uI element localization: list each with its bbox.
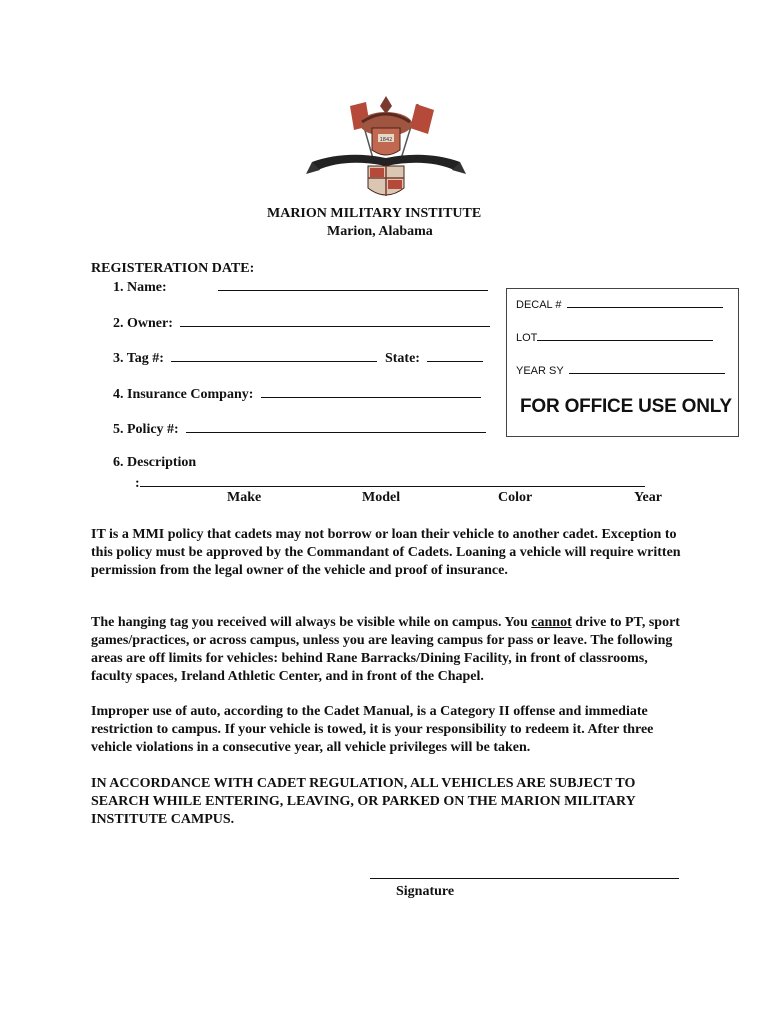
insurance-label: 4. Insurance Company: — [113, 387, 254, 402]
lot-field[interactable] — [516, 329, 713, 344]
institution-location: Marion, Alabama — [327, 224, 433, 239]
owner-field[interactable] — [113, 312, 490, 333]
policy-paragraph-2 — [91, 614, 691, 686]
column-make: Make — [227, 490, 262, 505]
description-label: 6. Description — [113, 455, 197, 470]
decal-field[interactable] — [516, 296, 723, 311]
institution-name: MARION MILITARY INSTITUTE — [267, 206, 482, 221]
policy-paragraph-3: Improper use of auto, according to the Cadet Manual, is a Category II offense and immediate restriction to campus. If your vehicle is towed, it is your responsibility to redeem it. After three vehicle violations in a consecutive year, all vehicle privileges will be taken. — [91, 704, 654, 755]
column-year: Year — [634, 490, 662, 505]
decal-input-line[interactable] — [567, 296, 723, 308]
name-label: 1. Name: — [113, 280, 167, 295]
name-field[interactable] — [113, 276, 488, 297]
lot-input-line[interactable] — [537, 329, 713, 341]
signature-line[interactable] — [370, 878, 679, 879]
lot-label: LOT — [516, 332, 538, 344]
column-color: Color — [498, 490, 533, 505]
seal-year: 1842 — [379, 137, 393, 143]
year-sy-field[interactable] — [516, 362, 725, 377]
tag-input-line[interactable] — [171, 347, 377, 362]
insurance-field[interactable] — [113, 383, 481, 404]
institute-crest-logo — [306, 92, 466, 204]
office-use-box — [506, 288, 739, 437]
policy-input-line[interactable] — [186, 418, 486, 433]
decal-label: DECAL # — [516, 299, 562, 311]
state-input-line[interactable] — [427, 347, 483, 362]
policy-field[interactable] — [113, 418, 486, 439]
insurance-input-line[interactable] — [261, 383, 481, 398]
signature-label: Signature — [396, 884, 455, 899]
office-use-title: FOR OFFICE USE ONLY — [520, 396, 732, 417]
state-label: State: — [384, 351, 420, 366]
tag-label: 3. Tag #: — [113, 351, 164, 366]
policy-label: 5. Policy #: — [113, 422, 179, 437]
description-input-line[interactable] — [140, 472, 645, 487]
column-model: Model — [362, 490, 401, 505]
policy-paragraph-2-start: The hanging tag you received will always be visible while on campus. You — [91, 615, 532, 630]
description-colon: : — [135, 476, 140, 491]
owner-label: 2. Owner: — [113, 316, 173, 331]
year-sy-label: YEAR SY — [516, 365, 564, 377]
search-notice: IN ACCORDANCE WITH CADET REGULATION, ALL VEHICLES ARE SUBJECT TO SEARCH WHILE ENTERING, LEAVING, OR PARKED ON THE MARION MILITARY INSTITUTE CAMPUS. — [91, 776, 636, 827]
year-sy-input-line[interactable] — [569, 362, 725, 374]
policy-paragraph-1: IT is a MMI policy that cadets may not borrow or loan their vehicle to another cadet. Exception to this policy must be approved by the Commandant of Cadets. Loaning a vehicle will require written permission from the legal owner of the vehicle and proof of insurance. — [91, 527, 681, 578]
policy-paragraph-2-end: drive to PT, sport games/practices, or across campus, unless you are leaving campus for pass or leave. The following areas are off limits for vehicles: behind Rane Barracks/Dining Facility, in front of classrooms, faculty spaces, Ireland Athletic Center, and in front of the Chapel. — [91, 615, 680, 684]
cannot-emphasis: cannot — [531, 615, 572, 630]
tag-field[interactable] — [113, 347, 483, 368]
registration-date-label: REGISTERATION DATE: — [91, 261, 255, 276]
owner-input-line[interactable] — [180, 312, 490, 327]
name-input-line[interactable] — [218, 276, 488, 291]
